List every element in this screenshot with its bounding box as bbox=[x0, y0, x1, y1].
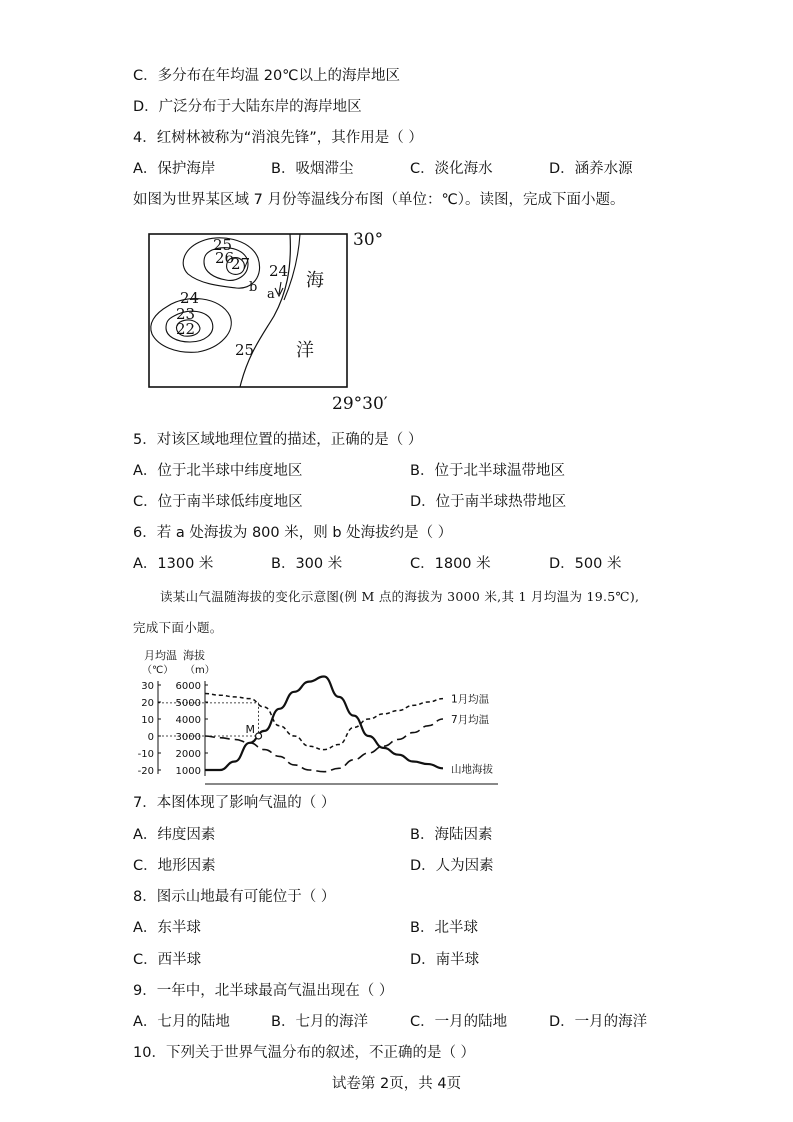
altitude-tick-label: 4000 bbox=[175, 715, 201, 726]
sea-label-2: 洋 bbox=[296, 340, 314, 361]
isotherm-map bbox=[140, 224, 410, 420]
point-m bbox=[256, 733, 262, 739]
altitude-tick-label: 6000 bbox=[175, 681, 201, 692]
question-7-stem: 7．本图体现了影响气温的（ ） bbox=[133, 795, 336, 811]
point-m-label: M bbox=[245, 723, 256, 736]
left-axis-unit: （℃） bbox=[142, 665, 174, 676]
temperature-altitude-chart bbox=[130, 644, 510, 790]
q4-option-d: D．涵养水源 bbox=[549, 161, 633, 177]
q8-option-b: B．北半球 bbox=[410, 920, 478, 936]
altitude-tick-label: 2000 bbox=[175, 749, 201, 760]
series-legend-label: 7月均温 bbox=[451, 714, 490, 726]
isotherm-label-24-left: 24 bbox=[180, 289, 200, 307]
isotherm-label-25-bottom: 25 bbox=[235, 341, 255, 359]
point-a-label: a bbox=[267, 287, 275, 302]
q5-option-b: B．位于北半球温带地区 bbox=[410, 463, 565, 479]
q8-option-d: D．南半球 bbox=[410, 952, 480, 968]
q4-option-c: C．淡化海水 bbox=[410, 161, 493, 177]
option-d-prev: D．广泛分布于大陆东岸的海岸地区 bbox=[133, 99, 362, 115]
q7-option-c: C．地形因素 bbox=[133, 858, 216, 874]
q6-option-d: D．500 米 bbox=[549, 556, 622, 572]
q5-option-a: A．位于北半球中纬度地区 bbox=[133, 463, 303, 479]
question-6-stem: 6．若 a 处海拔为 800 米，则 b 处海拔约是（ ） bbox=[133, 525, 453, 541]
temp-tick-label: -10 bbox=[137, 749, 154, 760]
q9-option-b: B．七月的海洋 bbox=[271, 1014, 368, 1030]
july-temp-line bbox=[205, 719, 443, 772]
q6-option-b: B．300 米 bbox=[271, 556, 343, 572]
q8-option-c: C．西半球 bbox=[133, 952, 202, 968]
isotherm-label-27: 27 bbox=[231, 255, 251, 273]
temp-tick-label: 10 bbox=[141, 715, 154, 726]
q6-option-a: A．1300 米 bbox=[133, 556, 214, 572]
q8-option-a: A．东半球 bbox=[133, 920, 201, 936]
map-intro: 如图为世界某区域 7 月份等温线分布图（单位：℃）。读图，完成下面小题。 bbox=[133, 192, 625, 208]
q4-option-a: A．保护海岸 bbox=[133, 161, 216, 177]
isotherm-label-22: 22 bbox=[176, 320, 196, 338]
left-axis-label: 月均温 bbox=[144, 649, 177, 662]
altitude-tick-label: 1000 bbox=[175, 766, 201, 777]
series-legend-label: 山地海拔 bbox=[451, 763, 493, 776]
right-axis-unit: （m） bbox=[185, 665, 215, 676]
q7-option-a: A．纬度因素 bbox=[133, 827, 216, 843]
latitude-top-label: 30° bbox=[353, 230, 384, 250]
q6-option-c: C．1800 米 bbox=[410, 556, 491, 572]
latitude-bottom-label: 29°30′ bbox=[332, 394, 388, 414]
isotherm-label-25-top: 25 bbox=[213, 236, 233, 254]
altitude-tick-label: 3000 bbox=[175, 732, 201, 743]
chart-intro-line-1: 读某山气温随海拔的变化示意图(例 M 点的海拔为 3000 米,其 1 月均温为 19.5℃), bbox=[160, 589, 640, 604]
page-footer: 试卷第 2页，共 4页 bbox=[331, 1076, 462, 1092]
isotherm-label-24-right: 24 bbox=[269, 262, 289, 280]
q4-option-b: B．吸烟滞尘 bbox=[271, 161, 354, 177]
temp-tick-label: 20 bbox=[141, 698, 154, 709]
mountain-altitude-line bbox=[205, 677, 443, 771]
question-5-stem: 5．对该区域地理位置的描述，正确的是（ ） bbox=[133, 432, 423, 448]
series-legend-label: 1月均温 bbox=[451, 693, 490, 706]
q9-option-a: A．七月的陆地 bbox=[133, 1014, 230, 1030]
temp-tick-label: 0 bbox=[147, 732, 154, 743]
q7-option-d: D．人为因素 bbox=[410, 858, 494, 874]
question-10-stem: 10．下列关于世界气温分布的叙述，不正确的是（ ） bbox=[133, 1045, 476, 1061]
option-c-prev: C．多分布在年均温 20℃以上的海岸地区 bbox=[133, 68, 400, 84]
q9-option-d: D．一月的海洋 bbox=[549, 1014, 648, 1030]
question-9-stem: 9．一年中，北半球最高气温出现在（ ） bbox=[133, 983, 394, 999]
temp-tick-label: -20 bbox=[137, 766, 154, 777]
point-b-label: b bbox=[249, 280, 258, 295]
q5-option-d: D．位于南半球热带地区 bbox=[410, 494, 567, 510]
temp-tick-label: 30 bbox=[141, 681, 154, 692]
q9-option-c: C．一月的陆地 bbox=[410, 1014, 508, 1030]
altitude-tick-label: 5000 bbox=[175, 698, 201, 709]
isotherm-label-26: 26 bbox=[215, 249, 235, 267]
isotherm-label-23: 23 bbox=[176, 305, 196, 323]
q7-option-b: B．海陆因素 bbox=[410, 827, 493, 843]
chart-intro-line-2: 完成下面小题。 bbox=[133, 620, 223, 635]
question-4-stem: 4．红树林被称为“消浪先锋”，其作用是（ ） bbox=[133, 130, 423, 146]
right-axis-label: 海拔 bbox=[183, 649, 205, 662]
q5-option-c: C．位于南半球低纬度地区 bbox=[133, 494, 303, 510]
question-8-stem: 8．图示山地最有可能位于（ ） bbox=[133, 889, 336, 905]
sea-label-1: 海 bbox=[306, 270, 324, 291]
